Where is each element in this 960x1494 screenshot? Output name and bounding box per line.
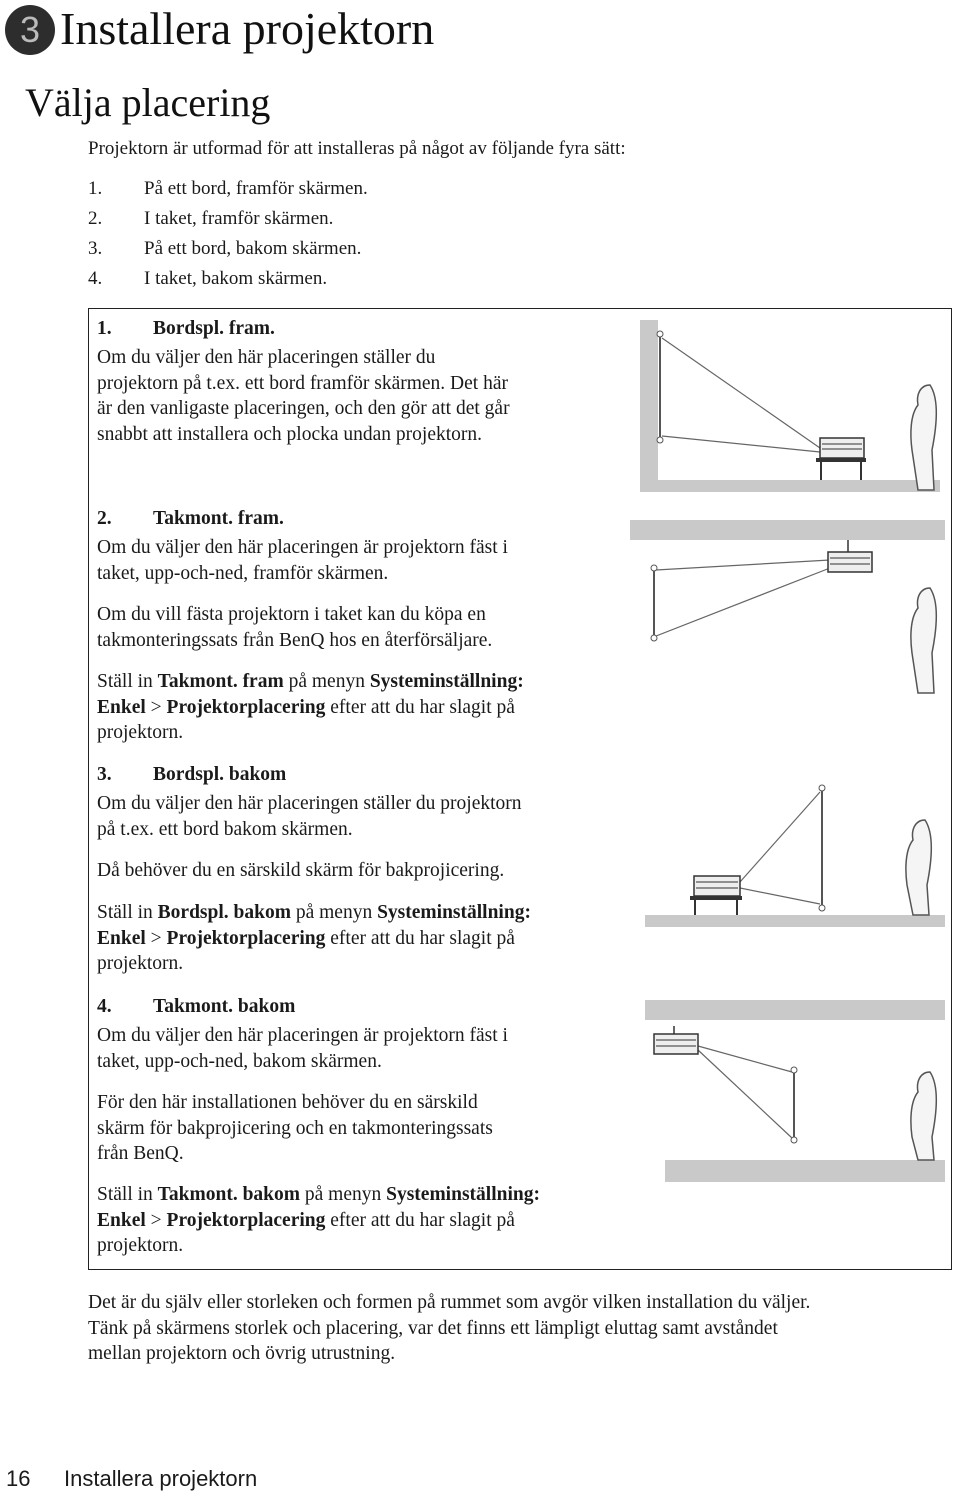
chapter-number-badge: 3 <box>5 5 55 55</box>
intro-text: Projektorn är utformad för att installeras på något av följande fyra sätt: <box>88 138 626 159</box>
illustration-ceiling-front <box>630 520 950 695</box>
placement-description: Om du väljer den här placeringen är projektorn fäst i taket, upp-och-ned, bakom skärmen. <box>97 1025 508 1072</box>
illustration-table-rear <box>640 780 950 930</box>
illustration-ceiling-rear <box>640 1000 950 1185</box>
placement-setting-instruction: Ställ in Takmont. bakom på menyn Systeminställning: Enkel > Projektorplacering efter att du har slagit på projektorn. <box>97 1184 540 1256</box>
placement-setting-instruction: Ställ in Takmont. fram på menyn Systeminställning: Enkel > Projektorplacering efter att du har slagit på projektorn. <box>97 671 524 743</box>
placement-note: För den här installationen behöver du en särskild skärm för bakprojicering och en takmonteringssats från BenQ. <box>97 1092 493 1164</box>
placement-description: Om du väljer den här placeringen ställer du projektorn på t.ex. ett bord framför skärmen. Det här är den vanligaste placeringen, och den gör att det går snabbt att installera och plocka undan projektorn. <box>97 347 510 445</box>
chapter-title: Installera projektorn <box>60 3 435 54</box>
section-title: Välja placering <box>25 80 271 125</box>
placement-heading-3: 3. Bordspl. bakom <box>97 764 287 785</box>
list-item: 3. På ett bord, bakom skärmen. <box>88 238 362 259</box>
list-item: 2. I taket, framför skärmen. <box>88 208 334 229</box>
placement-description: Om du väljer den här placeringen ställer du projektorn på t.ex. ett bord bakom skärmen. <box>97 793 522 840</box>
placement-note: Då behöver du en särskild skärm för bakprojicering. <box>97 860 505 881</box>
list-item: 4. I taket, bakom skärmen. <box>88 268 328 289</box>
placement-heading-1: 1. Bordspl. fram. <box>97 318 275 339</box>
closing-paragraph: Det är du själv eller storleken och formen på rummet som avgör vilken installation du väljer. Tänk på skärmens storlek och placering, var det finns ett lämpligt eluttag samt avståndet mellan projektorn och övrig utrustning. <box>88 1292 811 1364</box>
placement-description: Om du väljer den här placeringen är projektorn fäst i taket, upp-och-ned, framför skärmen. <box>97 537 508 584</box>
placement-setting-instruction: Ställ in Bordspl. bakom på menyn Systeminställning: Enkel > Projektorplacering efter att du har slagit på projektorn. <box>97 902 531 974</box>
placement-note: Om du vill fästa projektorn i taket kan du köpa en takmonteringssats från BenQ hos en återförsäljare. <box>97 604 493 651</box>
illustration-table-front <box>640 320 950 495</box>
list-item: 1. På ett bord, framför skärmen. <box>88 178 368 199</box>
footer-chapter-title: Installera projektorn <box>64 1466 258 1491</box>
page-number: 16 <box>6 1466 31 1491</box>
placement-heading-2: 2. Takmont. fram. <box>97 508 284 529</box>
placement-heading-4: 4. Takmont. bakom <box>97 996 296 1017</box>
